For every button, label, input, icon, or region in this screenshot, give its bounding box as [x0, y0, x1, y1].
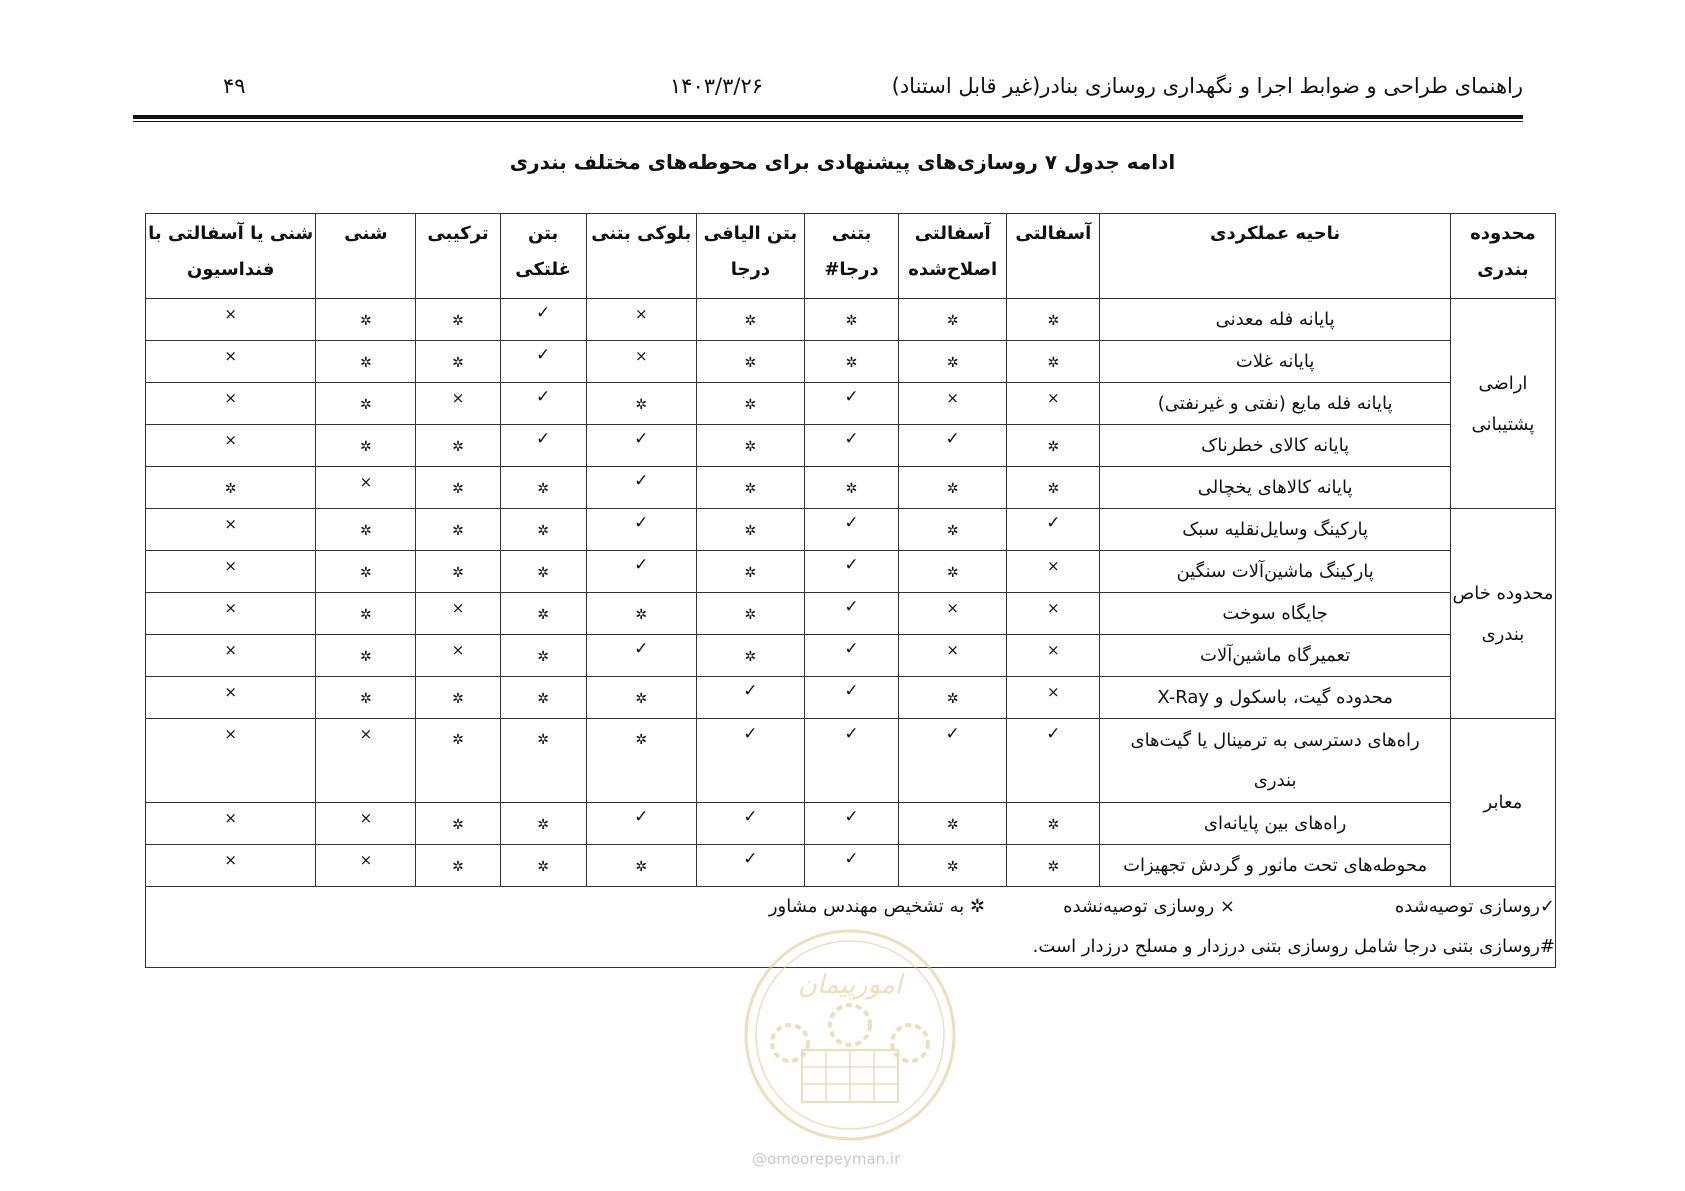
- asterisk-icon: ✲: [744, 439, 757, 455]
- mark-cell: [696, 593, 804, 635]
- legend-note: #روسازی بتنی درجا شامل روسازی بتنی درزدار و مسلح درزدار است.: [1032, 936, 1555, 957]
- mark-cell: [416, 677, 500, 719]
- mark-cell: [1007, 593, 1100, 635]
- table-row: [146, 341, 1556, 383]
- area-cell: پایانه فله معدنی: [1100, 299, 1450, 341]
- asterisk-icon: ✲: [452, 691, 464, 707]
- mark-cell: [316, 677, 416, 719]
- mark-cell: [586, 509, 696, 551]
- asterisk-icon: ✲: [744, 355, 757, 371]
- mark-cell: [899, 299, 1007, 341]
- cross-icon: ×: [451, 641, 465, 659]
- mark-cell: [146, 425, 316, 467]
- cross-icon: ×: [224, 809, 237, 827]
- mark-cell: [1007, 299, 1100, 341]
- asterisk-icon: ✲: [744, 313, 757, 329]
- cross-icon: ×: [451, 599, 465, 617]
- cross-icon: ×: [946, 641, 959, 659]
- header-region: محدوده بندری: [1450, 214, 1555, 299]
- asterisk-icon: ✲: [744, 607, 757, 623]
- asterisk-icon: ✲: [635, 732, 648, 748]
- region-cell: محدوده خاص بندری: [1450, 509, 1555, 719]
- asterisk-icon: ✲: [946, 859, 959, 875]
- mark-cell: [500, 677, 586, 719]
- cross-icon: ×: [224, 851, 237, 869]
- mark-cell: [1007, 425, 1100, 467]
- asterisk-icon: ✲: [452, 817, 464, 833]
- header-col: بتن الیافی درجا: [696, 214, 804, 299]
- mark-cell: [1007, 467, 1100, 509]
- mark-cell: [586, 845, 696, 887]
- asterisk-icon: ✲: [360, 397, 372, 413]
- legend-engineer: ✲ به تشخیص مهندس مشاور: [768, 896, 985, 917]
- mark-cell: [1007, 719, 1100, 803]
- mark-cell: [696, 551, 804, 593]
- check-icon: ✓: [743, 681, 758, 701]
- asterisk-icon: ✲: [946, 313, 959, 329]
- asterisk-icon: ✲: [360, 565, 372, 581]
- mark-cell: [416, 299, 500, 341]
- page-number: ۴۹: [223, 74, 246, 98]
- mark-cell: [316, 467, 416, 509]
- mark-cell: [899, 509, 1007, 551]
- mark-cell: [416, 803, 500, 845]
- mark-cell: [696, 509, 804, 551]
- cross-icon: ×: [224, 557, 237, 575]
- mark-cell: [899, 803, 1007, 845]
- mark-cell: [316, 551, 416, 593]
- cross-icon: ×: [359, 473, 373, 491]
- header-col: آسفالتی اصلاح‌شده: [899, 214, 1007, 299]
- header-col: آسفالتی: [1007, 214, 1100, 299]
- asterisk-icon: ✲: [635, 607, 648, 623]
- mark-cell: [500, 593, 586, 635]
- cross-icon: ×: [224, 347, 237, 365]
- table-row: [146, 803, 1556, 845]
- mark-cell: [500, 803, 586, 845]
- check-icon: ✓: [844, 513, 859, 533]
- asterisk-icon: ✲: [360, 313, 372, 329]
- table-row: [146, 551, 1556, 593]
- mark-cell: [899, 593, 1007, 635]
- check-icon: ✓: [634, 429, 649, 449]
- cross-icon: ×: [946, 389, 959, 407]
- area-cell: راه‌های بین پایانه‌ای: [1100, 803, 1450, 845]
- check-icon: ✓: [844, 724, 859, 744]
- cross-icon: ×: [634, 305, 648, 323]
- check-icon: ✓: [844, 597, 859, 617]
- mark-cell: [899, 635, 1007, 677]
- asterisk-icon: ✲: [537, 859, 549, 875]
- asterisk-icon: ✲: [744, 523, 757, 539]
- check-icon: ✓: [1046, 724, 1061, 744]
- asterisk-icon: ✲: [744, 397, 757, 413]
- mark-cell: [696, 635, 804, 677]
- mark-cell: [1007, 803, 1100, 845]
- mark-cell: [316, 845, 416, 887]
- mark-cell: [696, 299, 804, 341]
- table-row: [146, 383, 1556, 425]
- area-cell: پارکینگ ماشین‌آلات سنگین: [1100, 551, 1450, 593]
- mark-cell: [586, 383, 696, 425]
- region-cell: معابر: [1450, 719, 1555, 887]
- mark-cell: [804, 677, 898, 719]
- mark-cell: [804, 551, 898, 593]
- asterisk-icon: ✲: [635, 859, 648, 875]
- table-row: [146, 677, 1556, 719]
- header-rule-thin: [133, 121, 1523, 122]
- mark-cell: [146, 383, 316, 425]
- mark-cell: [1007, 383, 1100, 425]
- area-cell: جایگاه سوخت: [1100, 593, 1450, 635]
- header-col: بتنی درجا#: [804, 214, 898, 299]
- check-icon: ✓: [844, 681, 859, 701]
- mark-cell: [696, 425, 804, 467]
- mark-cell: [1007, 551, 1100, 593]
- asterisk-icon: ✲: [360, 691, 372, 707]
- mark-cell: [146, 299, 316, 341]
- mark-cell: [804, 803, 898, 845]
- mark-cell: [1007, 677, 1100, 719]
- mark-cell: [416, 509, 500, 551]
- mark-cell: [586, 677, 696, 719]
- mark-cell: [804, 383, 898, 425]
- check-icon: ✓: [743, 807, 758, 827]
- asterisk-icon: ✲: [452, 565, 464, 581]
- area-cell: محوطه‌های تحت مانور و گردش تجهیزات: [1100, 845, 1450, 887]
- check-icon: ✓: [634, 639, 649, 659]
- check-icon: ✓: [844, 849, 859, 869]
- cross-icon: ×: [451, 389, 465, 407]
- mark-cell: [500, 425, 586, 467]
- asterisk-icon: ✲: [845, 481, 858, 497]
- check-icon: ✓: [844, 387, 859, 407]
- header-col: شنی یا آسفالتی با فنداسیون: [146, 214, 316, 299]
- watermark-url: @omoorepeyman.ir: [752, 1150, 901, 1168]
- watermark-logo: [740, 925, 960, 1145]
- asterisk-icon: ✲: [946, 691, 959, 707]
- check-icon: ✓: [1046, 513, 1061, 533]
- asterisk-icon: ✲: [946, 817, 959, 833]
- cross-icon: ×: [224, 641, 237, 659]
- area-cell: راه‌های دسترسی به ترمینال یا گیت‌های بندری: [1100, 719, 1450, 803]
- check-icon: ✓: [536, 345, 551, 365]
- asterisk-icon: ✲: [1047, 313, 1060, 329]
- mark-cell: [416, 425, 500, 467]
- mark-cell: [1007, 635, 1100, 677]
- asterisk-icon: ✲: [360, 523, 372, 539]
- check-icon: ✓: [634, 513, 649, 533]
- header-col: بتن غلتکی: [500, 214, 586, 299]
- mark-cell: [899, 467, 1007, 509]
- asterisk-icon: ✲: [845, 313, 858, 329]
- asterisk-icon: ✲: [224, 481, 237, 497]
- table-row: [146, 509, 1556, 551]
- mark-cell: [500, 719, 586, 803]
- asterisk-icon: ✲: [537, 691, 549, 707]
- asterisk-icon: ✲: [744, 481, 757, 497]
- area-cell: محدوده گیت، باسکول و X-Ray: [1100, 677, 1450, 719]
- table-row: [146, 299, 1556, 341]
- asterisk-icon: ✲: [452, 481, 464, 497]
- mark-cell: [316, 803, 416, 845]
- area-cell: پارکینگ وسایل‌نقلیه سبک: [1100, 509, 1450, 551]
- region-cell: اراضی پشتیبانی: [1450, 299, 1555, 509]
- mark-cell: [696, 341, 804, 383]
- asterisk-icon: ✲: [946, 523, 959, 539]
- mark-cell: [416, 551, 500, 593]
- table-body: [146, 299, 1556, 887]
- mark-cell: [146, 341, 316, 383]
- table-caption: ادامه جدول ۷ روسازی‌های پیشنهادی برای محوطه‌های مختلف بندری: [509, 150, 1176, 174]
- asterisk-icon: ✲: [537, 607, 549, 623]
- asterisk-icon: ✲: [537, 481, 549, 497]
- cross-icon: ×: [1047, 599, 1060, 617]
- cross-icon: ×: [1047, 641, 1060, 659]
- mark-cell: [416, 341, 500, 383]
- header-col: شنی: [316, 214, 416, 299]
- header-col: ترکیبی: [416, 214, 500, 299]
- cross-icon: ×: [224, 725, 237, 743]
- document-title: راهنمای طراحی و ضوابط اجرا و نگهداری روسازی بنادر(غیر قابل استناد): [891, 74, 1523, 98]
- mark-cell: [804, 341, 898, 383]
- mark-cell: [696, 803, 804, 845]
- mark-cell: [146, 845, 316, 887]
- mark-cell: [500, 467, 586, 509]
- asterisk-icon: ✲: [360, 355, 372, 371]
- cross-icon: ×: [946, 599, 959, 617]
- check-icon: ✓: [634, 555, 649, 575]
- header-area: ناحیه عملکردی: [1100, 214, 1450, 299]
- area-cell: پایانه غلات: [1100, 341, 1450, 383]
- check-icon: ✓: [536, 387, 551, 407]
- legend-symbols: [146, 887, 1555, 927]
- mark-cell: [586, 425, 696, 467]
- check-icon: ✓: [634, 807, 649, 827]
- mark-cell: [146, 467, 316, 509]
- mark-cell: [500, 383, 586, 425]
- check-icon: ✓: [945, 429, 960, 449]
- pavement-table: [145, 213, 1556, 968]
- mark-cell: [804, 467, 898, 509]
- table-row: [146, 467, 1556, 509]
- asterisk-icon: ✲: [537, 565, 549, 581]
- mark-cell: [804, 845, 898, 887]
- mark-cell: [899, 341, 1007, 383]
- header-col: بلوکی بتنی: [586, 214, 696, 299]
- mark-cell: [696, 719, 804, 803]
- mark-cell: [696, 845, 804, 887]
- cross-icon: ×: [224, 431, 237, 449]
- mark-cell: [804, 719, 898, 803]
- asterisk-icon: ✲: [744, 649, 757, 665]
- mark-cell: [416, 593, 500, 635]
- mark-cell: [899, 383, 1007, 425]
- mark-cell: [804, 509, 898, 551]
- mark-cell: [1007, 845, 1100, 887]
- cross-icon: ×: [224, 599, 237, 617]
- check-icon: ✓: [844, 639, 859, 659]
- mark-cell: [416, 635, 500, 677]
- mark-cell: [804, 299, 898, 341]
- asterisk-icon: ✲: [452, 523, 464, 539]
- check-icon: ✓: [536, 303, 551, 323]
- mark-cell: [696, 383, 804, 425]
- mark-cell: [899, 551, 1007, 593]
- mark-cell: [696, 677, 804, 719]
- mark-cell: [146, 551, 316, 593]
- asterisk-icon: ✲: [452, 313, 464, 329]
- area-cell: پایانه فله مایع (نفتی و غیرنفتی): [1100, 383, 1450, 425]
- cross-icon: ×: [224, 305, 237, 323]
- asterisk-icon: ✲: [452, 355, 464, 371]
- check-icon: ✓: [634, 471, 649, 491]
- mark-cell: [899, 677, 1007, 719]
- cross-icon: ×: [224, 515, 237, 533]
- asterisk-icon: ✲: [1047, 817, 1060, 833]
- asterisk-icon: ✲: [452, 859, 464, 875]
- check-icon: ✓: [536, 429, 551, 449]
- mark-cell: [146, 719, 316, 803]
- asterisk-icon: ✲: [452, 439, 464, 455]
- asterisk-icon: ✲: [635, 397, 648, 413]
- cross-icon: ×: [1047, 557, 1060, 575]
- cross-icon: ×: [359, 725, 373, 743]
- asterisk-icon: ✲: [946, 565, 959, 581]
- cross-icon: ×: [359, 851, 373, 869]
- mark-cell: [586, 341, 696, 383]
- check-icon: ✓: [743, 849, 758, 869]
- mark-cell: [316, 509, 416, 551]
- legend-recommended: ✓روسازی توصیه‌شده: [1394, 896, 1555, 917]
- mark-cell: [500, 635, 586, 677]
- mark-cell: [146, 509, 316, 551]
- asterisk-icon: ✲: [360, 607, 372, 623]
- cross-icon: ×: [1047, 389, 1060, 407]
- mark-cell: [316, 425, 416, 467]
- mark-cell: [500, 551, 586, 593]
- header-rule-thick: [133, 115, 1523, 119]
- check-icon: ✓: [743, 724, 758, 744]
- asterisk-icon: ✲: [537, 523, 549, 539]
- mark-cell: [1007, 341, 1100, 383]
- asterisk-icon: ✲: [1047, 481, 1060, 497]
- mark-cell: [316, 635, 416, 677]
- mark-cell: [316, 341, 416, 383]
- document-date: ۱۴۰۳/۳/۲۶: [669, 74, 763, 98]
- area-cell: پایانه کالای خطرناک: [1100, 425, 1450, 467]
- asterisk-icon: ✲: [1047, 439, 1060, 455]
- mark-cell: [500, 845, 586, 887]
- mark-cell: [586, 299, 696, 341]
- asterisk-icon: ✲: [744, 565, 757, 581]
- page-header: [133, 74, 1523, 110]
- mark-cell: [1007, 509, 1100, 551]
- table-row: [146, 593, 1556, 635]
- mark-cell: [586, 635, 696, 677]
- mark-cell: [500, 509, 586, 551]
- mark-cell: [899, 719, 1007, 803]
- mark-cell: [804, 593, 898, 635]
- mark-cell: [586, 551, 696, 593]
- cross-icon: ×: [359, 809, 373, 827]
- mark-cell: [416, 845, 500, 887]
- cross-icon: ×: [224, 683, 237, 701]
- check-icon: ✓: [844, 555, 859, 575]
- table-row: [146, 719, 1556, 803]
- mark-cell: [316, 299, 416, 341]
- mark-cell: [146, 803, 316, 845]
- area-cell: تعمیرگاه ماشین‌آلات: [1100, 635, 1450, 677]
- mark-cell: [316, 383, 416, 425]
- mark-cell: [804, 425, 898, 467]
- cross-icon: ×: [224, 389, 237, 407]
- cross-icon: ×: [634, 347, 648, 365]
- table-row: [146, 635, 1556, 677]
- asterisk-icon: ✲: [452, 732, 464, 748]
- legend-not-recommended: × روسازی توصیه‌نشده: [1063, 896, 1235, 917]
- mark-cell: [586, 803, 696, 845]
- mark-cell: [146, 635, 316, 677]
- asterisk-icon: ✲: [635, 691, 648, 707]
- mark-cell: [416, 383, 500, 425]
- check-icon: ✓: [844, 807, 859, 827]
- area-cell: پایانه کالاهای یخچالی: [1100, 467, 1450, 509]
- mark-cell: [316, 593, 416, 635]
- watermark-logo-text: امورپیمان: [797, 970, 903, 1000]
- cross-icon: ×: [1047, 683, 1060, 701]
- check-icon: ✓: [844, 429, 859, 449]
- mark-cell: [586, 719, 696, 803]
- asterisk-icon: ✲: [360, 439, 372, 455]
- mark-cell: [500, 299, 586, 341]
- mark-cell: [804, 635, 898, 677]
- table-row: [146, 845, 1556, 887]
- asterisk-icon: ✲: [946, 355, 959, 371]
- asterisk-icon: ✲: [1047, 859, 1060, 875]
- asterisk-icon: ✲: [946, 481, 959, 497]
- mark-cell: [500, 341, 586, 383]
- mark-cell: [899, 845, 1007, 887]
- mark-cell: [899, 425, 1007, 467]
- mark-cell: [416, 719, 500, 803]
- mark-cell: [696, 467, 804, 509]
- asterisk-icon: ✲: [845, 355, 858, 371]
- mark-cell: [586, 593, 696, 635]
- table-row: [146, 425, 1556, 467]
- asterisk-icon: ✲: [537, 649, 549, 665]
- mark-cell: [146, 677, 316, 719]
- mark-cell: [146, 593, 316, 635]
- check-icon: ✓: [945, 724, 960, 744]
- asterisk-icon: ✲: [1047, 355, 1060, 371]
- asterisk-icon: ✲: [537, 732, 549, 748]
- mark-cell: [316, 719, 416, 803]
- table-header-row: [146, 214, 1556, 299]
- mark-cell: [586, 467, 696, 509]
- asterisk-icon: ✲: [537, 817, 549, 833]
- mark-cell: [416, 467, 500, 509]
- asterisk-icon: ✲: [360, 649, 372, 665]
